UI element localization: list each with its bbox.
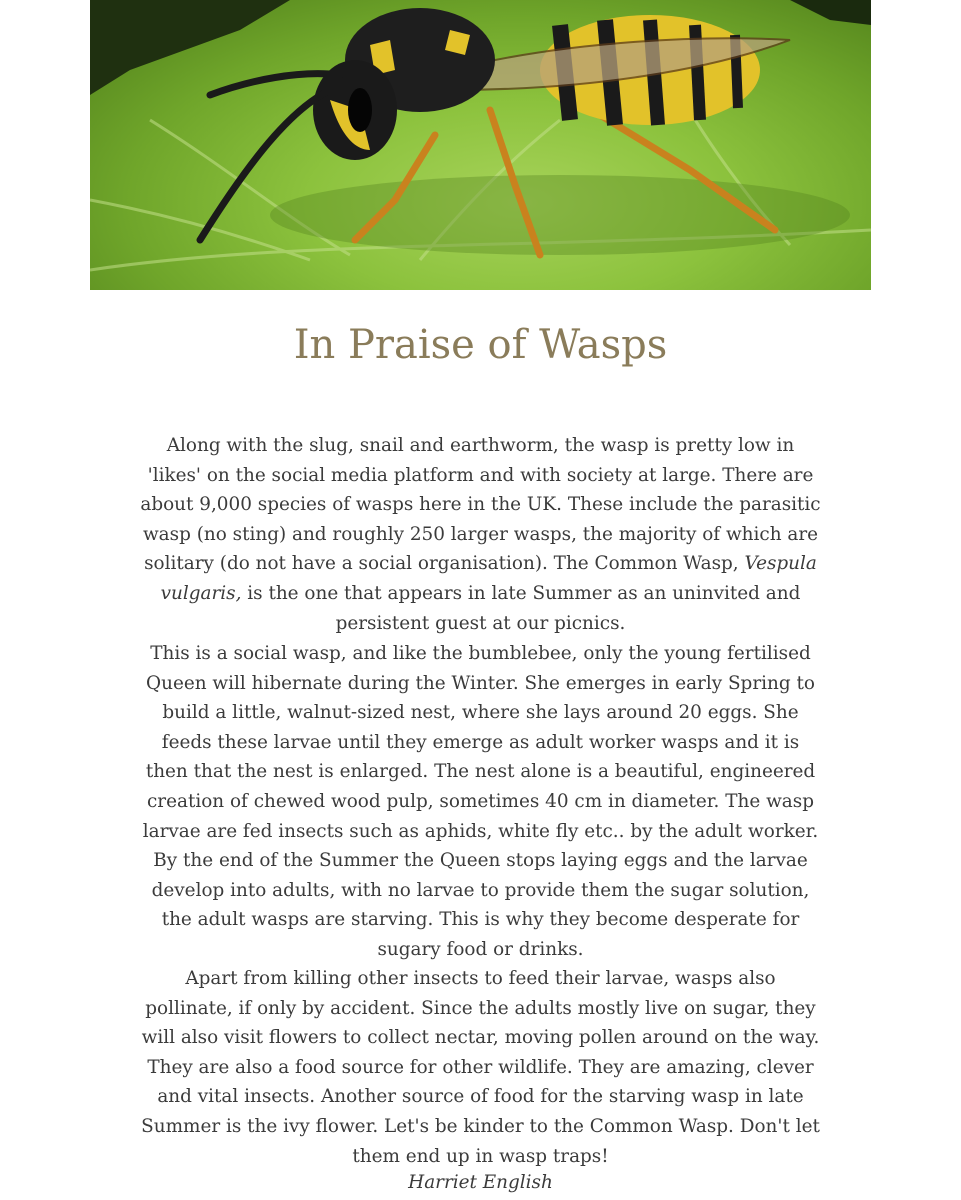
dark-background [790,0,871,25]
author-signature: Harriet English [408,1172,553,1193]
species-name: Vespula vulgaris, [160,553,817,604]
wasp-eye [348,88,372,132]
wasp-illustration [90,0,871,290]
hero-image [90,0,871,290]
wasp-shadow [270,175,850,255]
paragraph-text: is the one that appears in late Summer as an uninvited and persistent guest at our picnics. [241,582,801,634]
paragraph-benefits: Apart from killing other insects to feed their larvae, wasps also pollinate, if only by accident. Since the adults mostly live on sugar, they will also visit flowers to collect nectar, moving pollen around on the way. They are also a food source for other wildlife. They are amazing, clever and vital insects. Another source of food for the starving wasp in late Summer is the ivy flower. Let's be kinder to the Common Wasp. Don't let them end up in wasp traps! [141,968,820,1167]
paragraph-text: Along with the slug, snail and earthworm, the wasp is pretty low in 'likes' on the social media platform and with society at large. There are about 9,000 species of wasps here in the UK. These include the parasitic wasp (no sting) and roughly 250 larger wasps, the majority of which are solitary (do not have a social organisation). The Common Wasp, [140,435,821,575]
paragraph-intro [140,431,821,638]
article-title: In Praise of Wasps [293,322,668,368]
paragraph-lifecycle: This is a social wasp, and like the bumblebee, only the young fertilised Queen will hibernate during the Winter. She emerges in early Spring to build a little, walnut-sized nest, where she lays around 20 eggs. She feeds these larvae until they emerge as adult worker wasps and it is then that the nest is enlarged. The nest alone is a beautiful, engineered creation of chewed wood pulp, sometimes 40 cm in diameter. The wasp larvae are fed insects such as aphids, white fly etc.. by the adult worker. By the end of the Summer the Queen stops laying eggs and the larvae develop into adults, with no larvae to provide them the sugar solution, the adult wasps are starving. This is why they become desperate for sugary food or drinks. [142,643,819,960]
